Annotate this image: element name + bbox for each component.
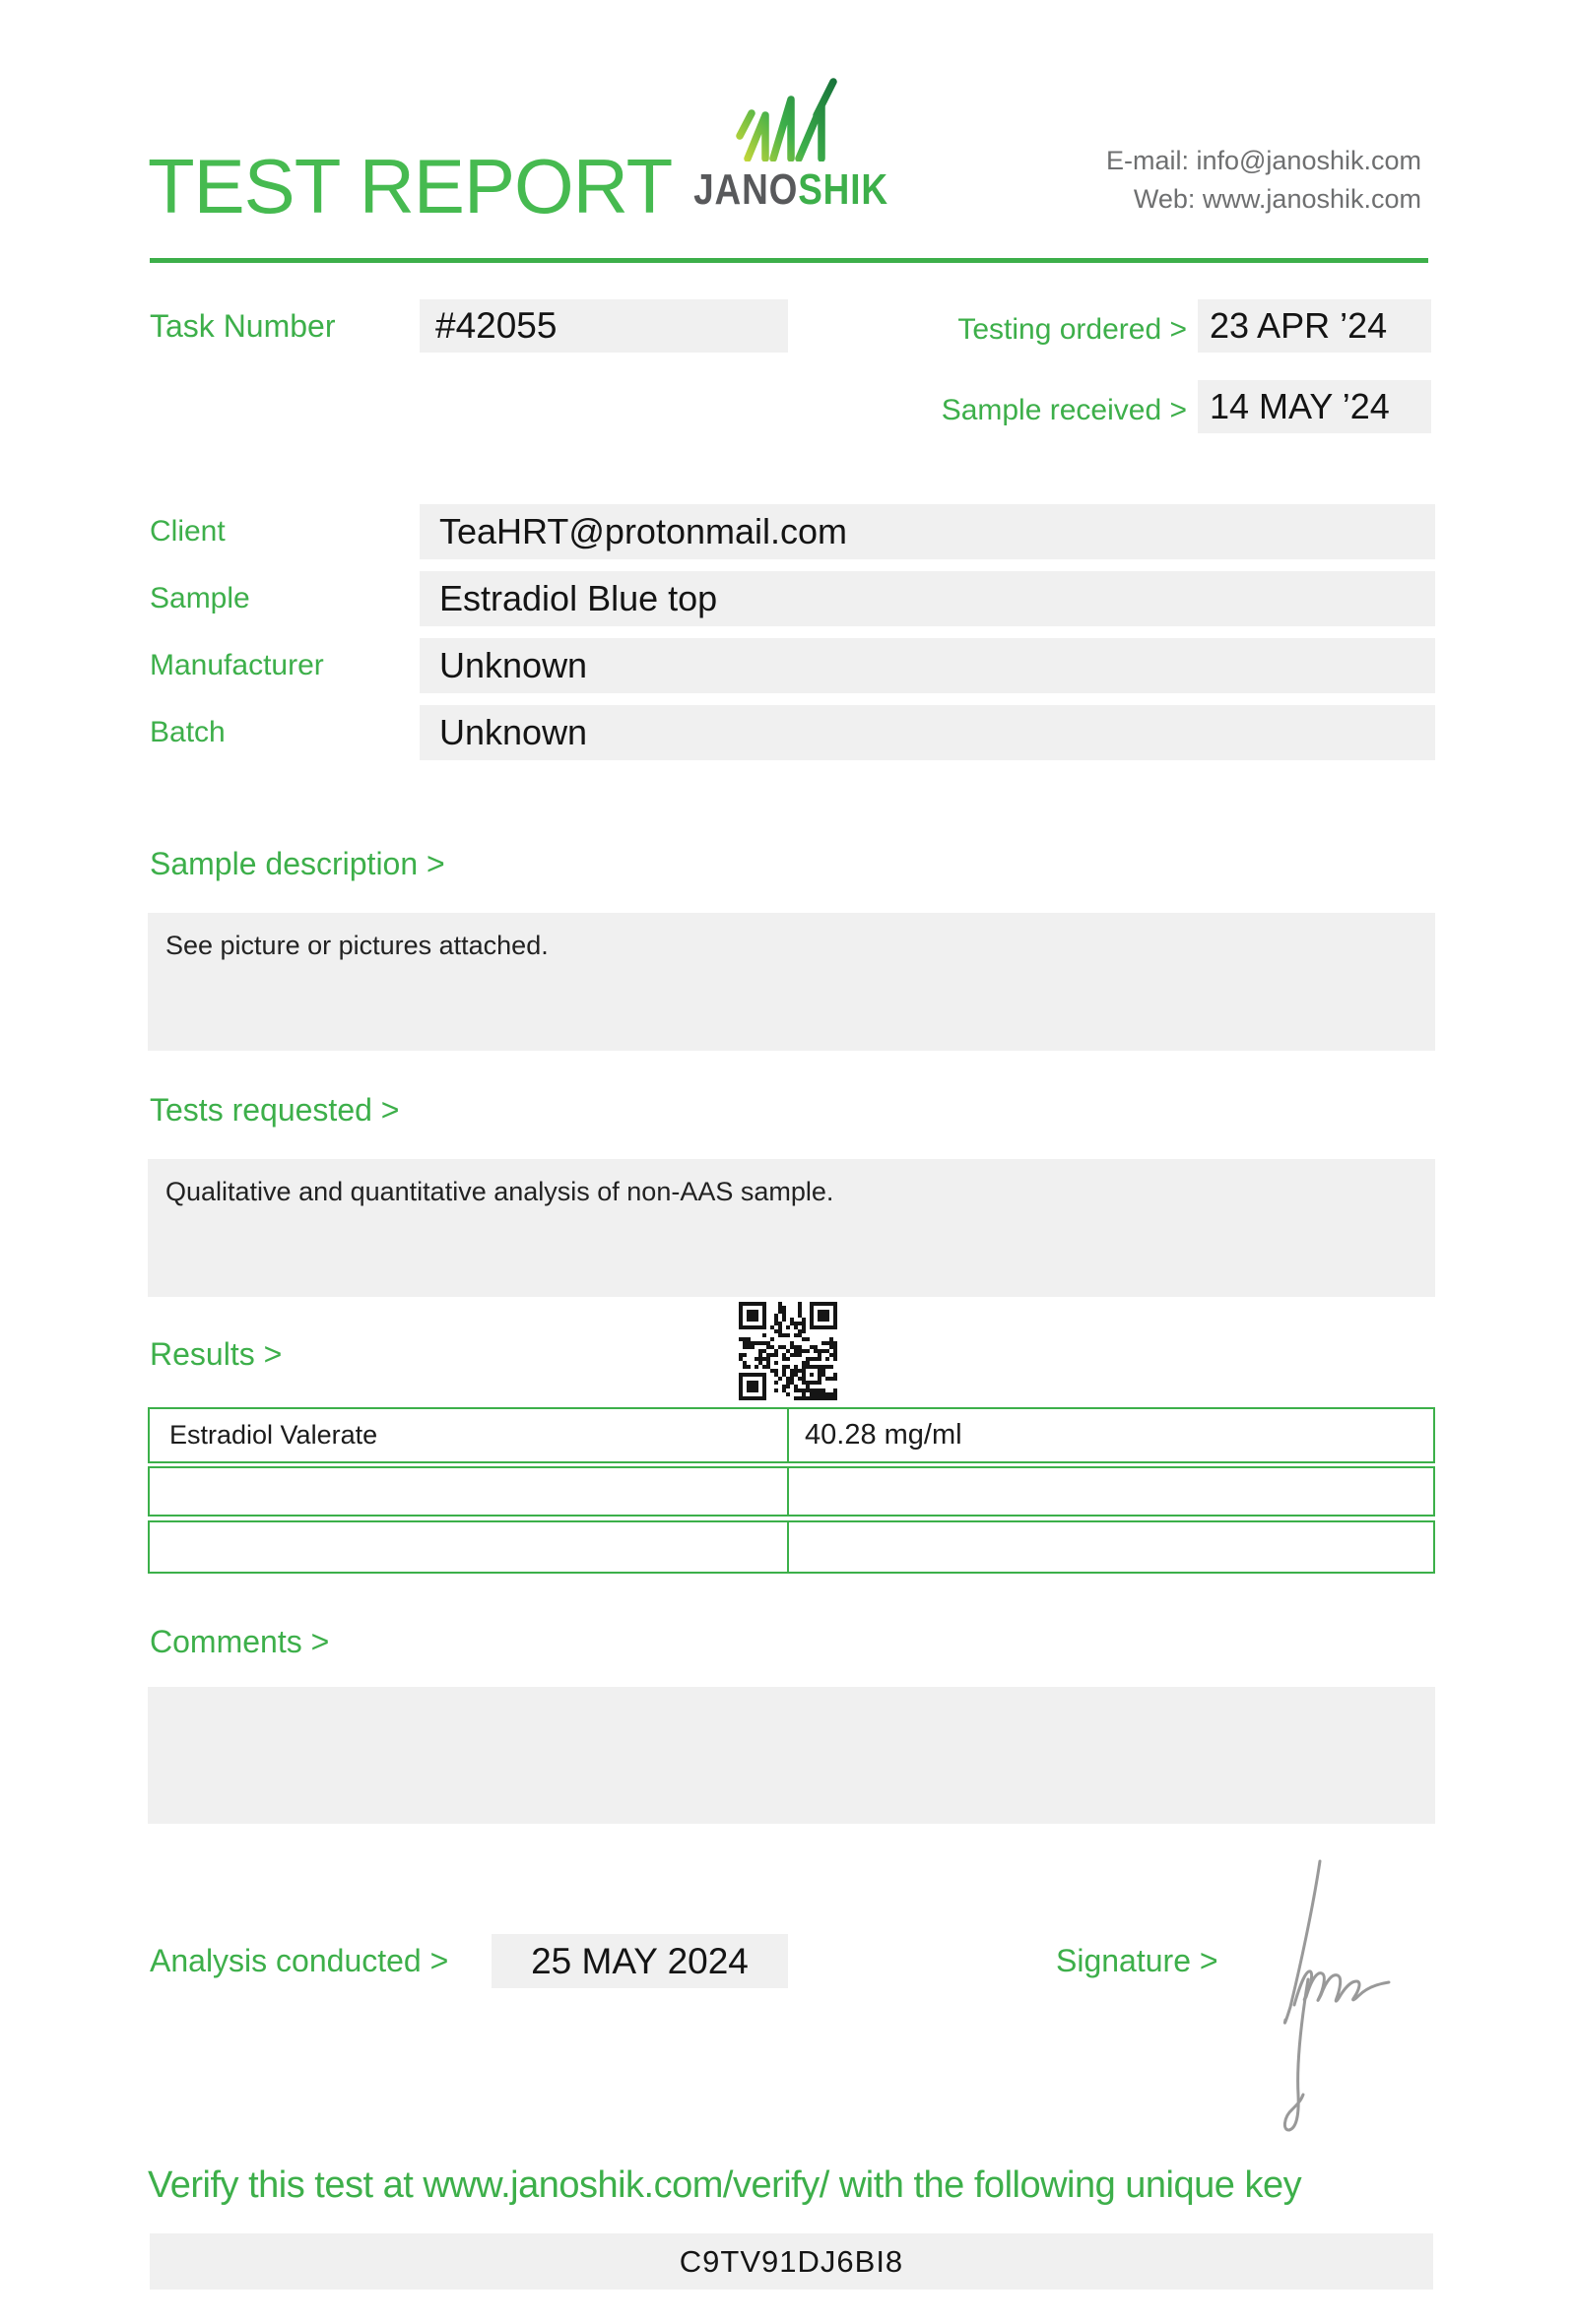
header-divider <box>150 258 1428 263</box>
manufacturer-label: Manufacturer <box>150 649 324 681</box>
result-value: 40.28 mg/ml <box>805 1419 962 1451</box>
result-substance-cell <box>150 1409 789 1461</box>
signature-image <box>1253 1814 1430 2139</box>
task-number-value-box <box>420 299 788 353</box>
testing-ordered-date: 23 APR ’24 <box>1210 305 1388 346</box>
results-label: Results > <box>150 1336 283 1372</box>
client-label: Client <box>150 515 226 548</box>
manufacturer-value: Unknown <box>439 645 588 685</box>
sample-value-box <box>420 571 1435 626</box>
sample-description-box <box>148 913 1435 1051</box>
brand-wordmark-right: SHIK <box>798 165 888 214</box>
sample-received-date: 14 MAY ’24 <box>1210 386 1390 426</box>
contact-block <box>985 142 1421 219</box>
contact-web: Web: www.janoshik.com <box>1133 184 1421 214</box>
result-substance-cell <box>150 1468 789 1515</box>
testing-ordered-value-box <box>1198 299 1431 353</box>
sample-label: Sample <box>150 582 250 614</box>
tests-requested-content: Qualitative and quantitative analysis of non-AAS sample. <box>165 1177 834 1206</box>
signature-label: Signature > <box>1056 1943 1218 1978</box>
client-value-box <box>420 504 1435 559</box>
sample-received-value-box <box>1198 380 1431 433</box>
page-title: TEST REPORT <box>148 143 673 229</box>
tests-requested-label: Tests requested > <box>150 1092 400 1128</box>
batch-value: Unknown <box>439 712 588 752</box>
verify-instruction: Verify this test at www.janoshik.com/verify/ with the following unique key <box>148 2164 1302 2206</box>
result-value-cell <box>789 1409 1433 1461</box>
comments-label: Comments > <box>150 1624 330 1659</box>
results-table-row <box>148 1466 1435 1517</box>
unique-key-box <box>150 2233 1433 2290</box>
brand-wordmark <box>684 165 898 215</box>
brand-wordmark-left: JANO <box>693 165 799 214</box>
sample-value: Estradiol Blue top <box>439 578 718 618</box>
manufacturer-value-box <box>420 638 1435 693</box>
result-value-cell <box>789 1468 1433 1515</box>
result-substance-cell <box>150 1522 789 1572</box>
results-table-row <box>148 1407 1435 1463</box>
tests-requested-box <box>148 1159 1435 1297</box>
unique-key: C9TV91DJ6BI8 <box>679 2244 904 2279</box>
result-substance: Estradiol Valerate <box>169 1420 378 1450</box>
sample-description-content: See picture or pictures attached. <box>165 931 549 960</box>
result-value-cell <box>789 1522 1433 1572</box>
sample-description-label: Sample description > <box>150 846 445 881</box>
growth-chart-icon <box>735 75 837 161</box>
analysis-date-box <box>492 1934 788 1988</box>
results-table-row <box>148 1520 1435 1574</box>
task-number-label: Task Number <box>150 308 336 344</box>
comments-content <box>148 1687 1435 1718</box>
contact-email: E-mail: info@janoshik.com <box>1105 146 1421 175</box>
client-value: TeaHRT@protonmail.com <box>439 511 848 551</box>
analysis-conducted-label: Analysis conducted > <box>150 1943 449 1978</box>
task-number-value: #42055 <box>435 305 558 346</box>
batch-value-box <box>420 705 1435 760</box>
sample-received-label: Sample received > <box>941 394 1187 426</box>
testing-ordered-label: Testing ordered > <box>957 313 1187 346</box>
batch-label: Batch <box>150 716 226 748</box>
qr-code <box>739 1302 837 1400</box>
analysis-date: 25 MAY 2024 <box>531 1941 749 1981</box>
comments-box <box>148 1687 1435 1824</box>
